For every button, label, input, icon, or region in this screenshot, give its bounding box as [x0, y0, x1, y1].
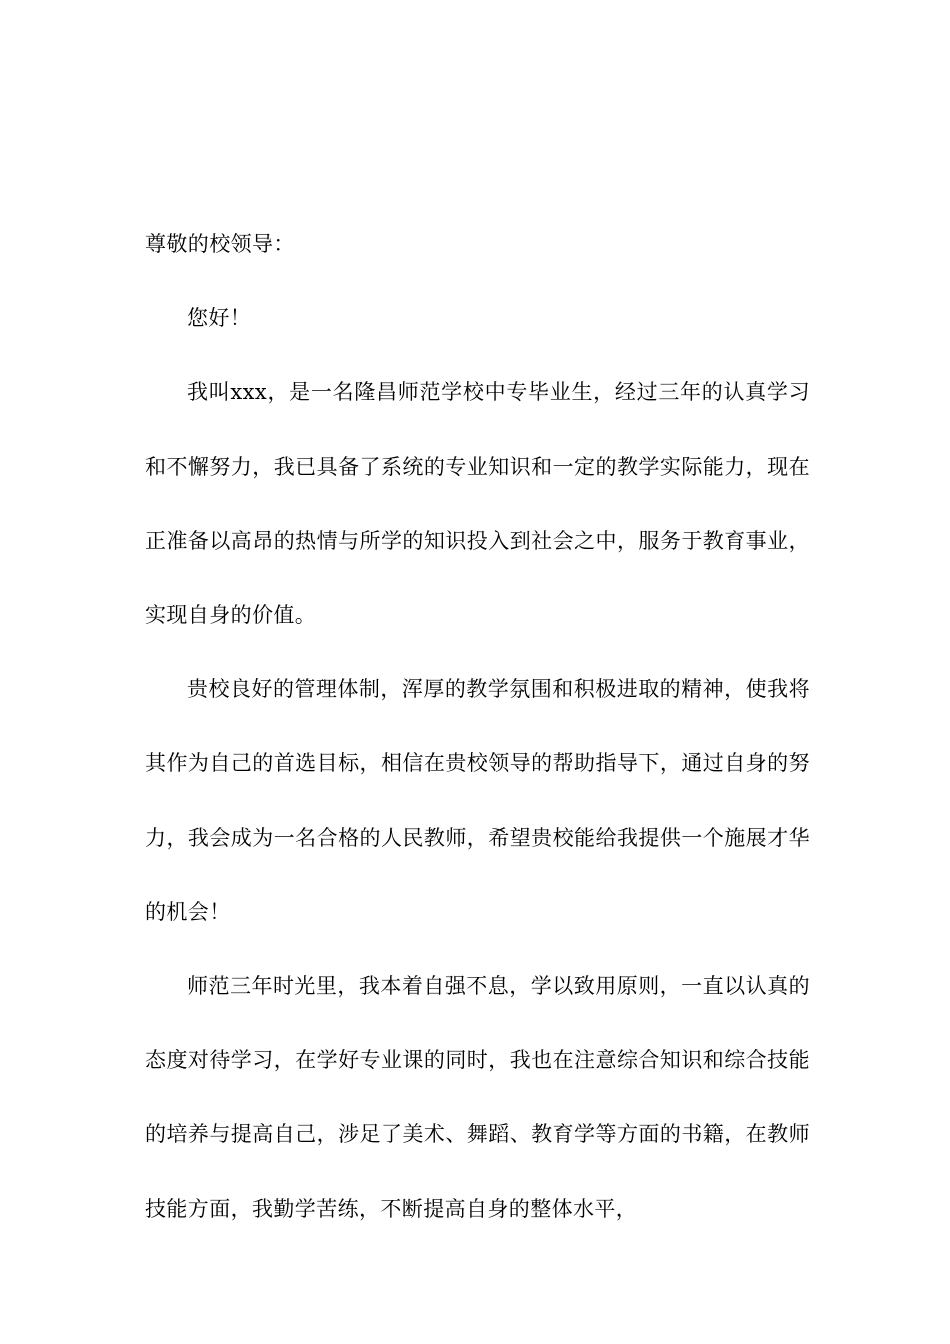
letter-body: [145, 207, 810, 1246]
paragraph-introduction: 我叫xxx，是一名隆昌师范学校中专毕业生，经过三年的认真学习和不懈努力，我已具备了系统的专业知识和一定的教学实际能力，现在正准备以高昂的热情与所学的知识投入到社会之中，服务于教育事业，实现自身的价值。: [145, 380, 810, 628]
paragraph-school-interest: 贵校良好的管理体制，浑厚的教学氛围和积极进取的精神，使我将其作为自己的首选目标，相信在贵校领导的帮助指导下，通过自身的努力，我会成为一名合格的人民教师，希望贵校能给我提供一个施展才华的机会！: [145, 677, 810, 924]
paragraph-study-experience: 师范三年时光里，我本着自强不息，学以致用原则，一直以认真的态度对待学习，在学好专业课的同时，我也在注意综合知识和综合技能的培养与提高自己，涉足了美术、舞蹈、教育学等方面的书籍，在教师技能方面，我勤学苦练，不断提高自身的整体水平，: [145, 974, 810, 1221]
paragraph-greeting: 您好！: [187, 306, 252, 331]
salutation: 尊敬的校领导：: [145, 232, 295, 256]
